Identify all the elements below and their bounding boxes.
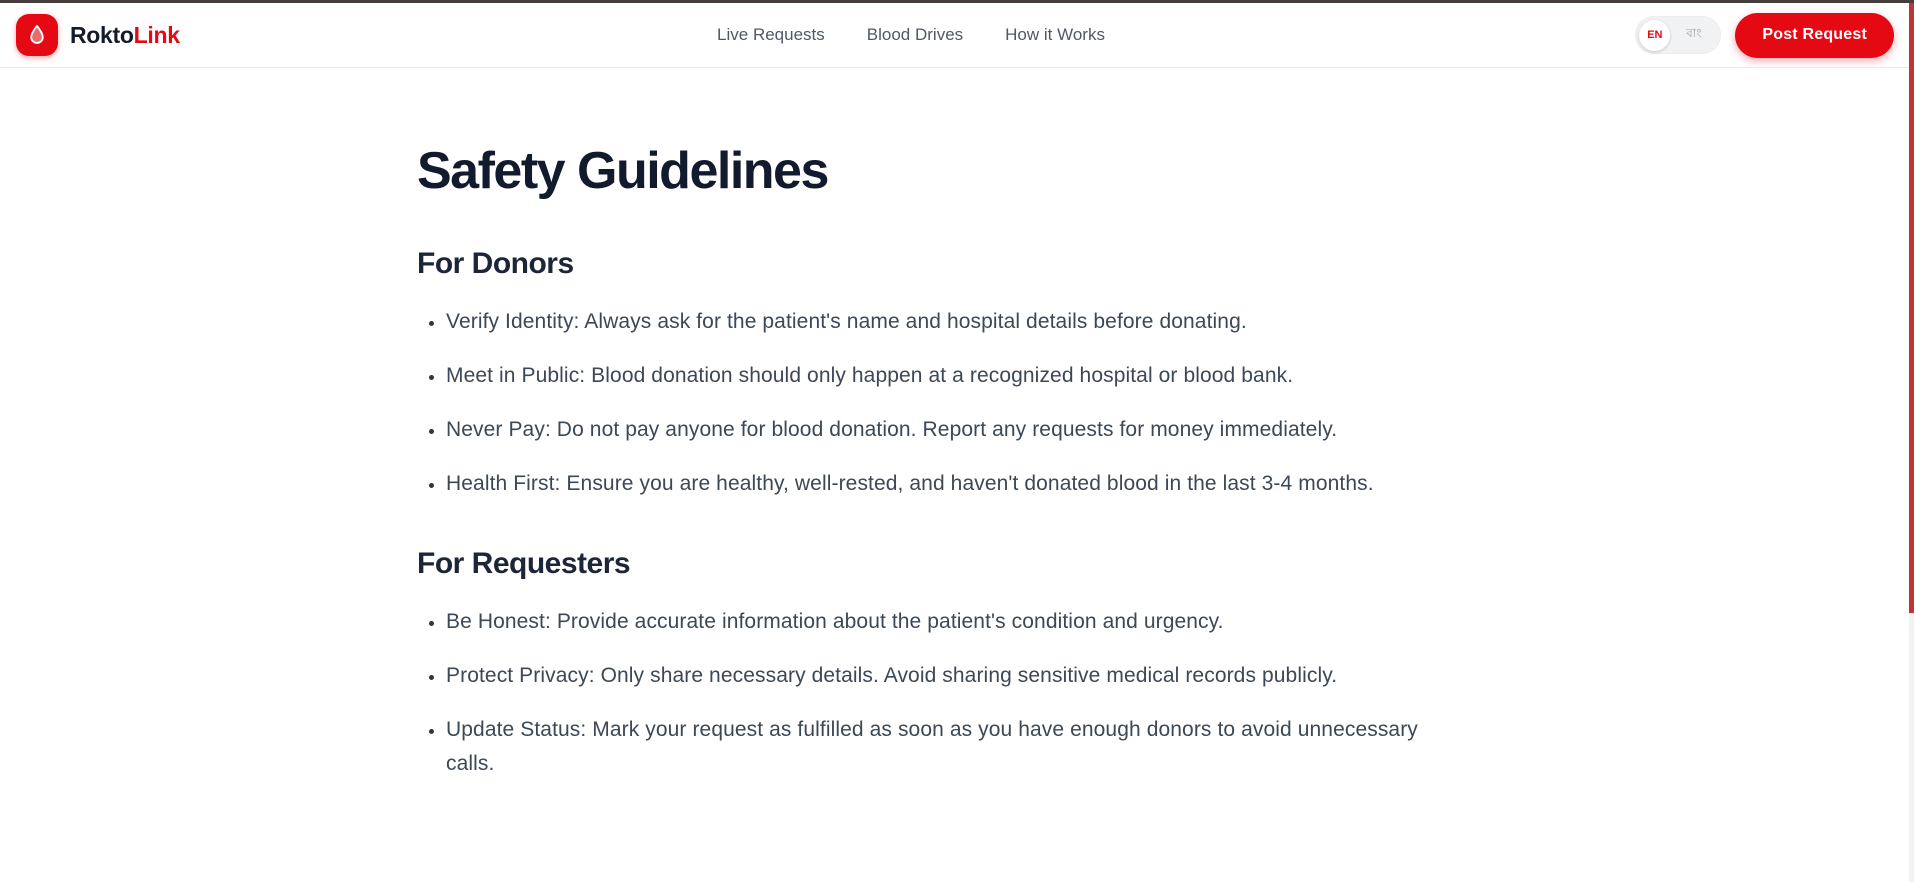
language-option-en[interactable]: EN — [1639, 20, 1670, 51]
guideline-item: • Update Status: Mark your request as fulfilled as soon as you have enough donors to avoid unnecessary calls. — [446, 713, 1451, 781]
guideline-item: • Health First: Ensure you are healthy, well-rested, and haven't donated blood in the last 3-4 months. — [446, 467, 1451, 501]
brand-name — [70, 22, 180, 49]
language-option-bn[interactable]: বাং — [1686, 26, 1702, 40]
site-header — [0, 3, 1914, 68]
section-heading-donors: For Donors — [417, 247, 574, 280]
brand-name-accent: Link — [133, 21, 180, 48]
window-top-edge — [0, 0, 1914, 3]
section-heading-requesters: For Requesters — [417, 547, 631, 581]
nav-link-live-requests[interactable]: Live Requests — [717, 25, 825, 44]
donor-guideline-list — [417, 305, 1497, 501]
page-title: Safety Guidelines — [417, 142, 828, 200]
main-content — [0, 69, 1914, 827]
nav-link-blood-drives[interactable]: Blood Drives — [866, 25, 964, 44]
main-nav — [717, 25, 1105, 45]
guideline-item: • Never Pay: Do not pay anyone for blood donation. Report any requests for money immediately. — [446, 413, 1451, 447]
section-for-donors — [417, 247, 1497, 501]
section-for-requesters — [417, 547, 1497, 781]
page-scrollbar — [1909, 0, 1914, 882]
guideline-item: • Be Honest: Provide accurate information about the patient's condition and urgency. — [446, 605, 1451, 639]
language-toggle[interactable] — [1635, 16, 1721, 54]
requester-guideline-list — [417, 605, 1497, 781]
blood-drop-icon — [16, 14, 58, 56]
guideline-item: • Verify Identity: Always ask for the patient's name and hospital details before donating. — [446, 305, 1451, 339]
scrollbar-thumb[interactable] — [1909, 0, 1914, 613]
guideline-item: • Meet in Public: Blood donation should only happen at a recognized hospital or blood bank. — [446, 359, 1451, 393]
nav-link-how-it-works[interactable]: How it Works — [1005, 25, 1105, 44]
post-request-button[interactable]: Post Request — [1735, 13, 1894, 58]
content-container — [417, 69, 1497, 781]
brand-name-primary: Rokto — [70, 21, 134, 48]
brand-logo[interactable] — [16, 14, 180, 56]
header-actions — [1635, 13, 1894, 58]
guideline-item: • Protect Privacy: Only share necessary details. Avoid sharing sensitive medical records publicly. — [446, 659, 1451, 693]
